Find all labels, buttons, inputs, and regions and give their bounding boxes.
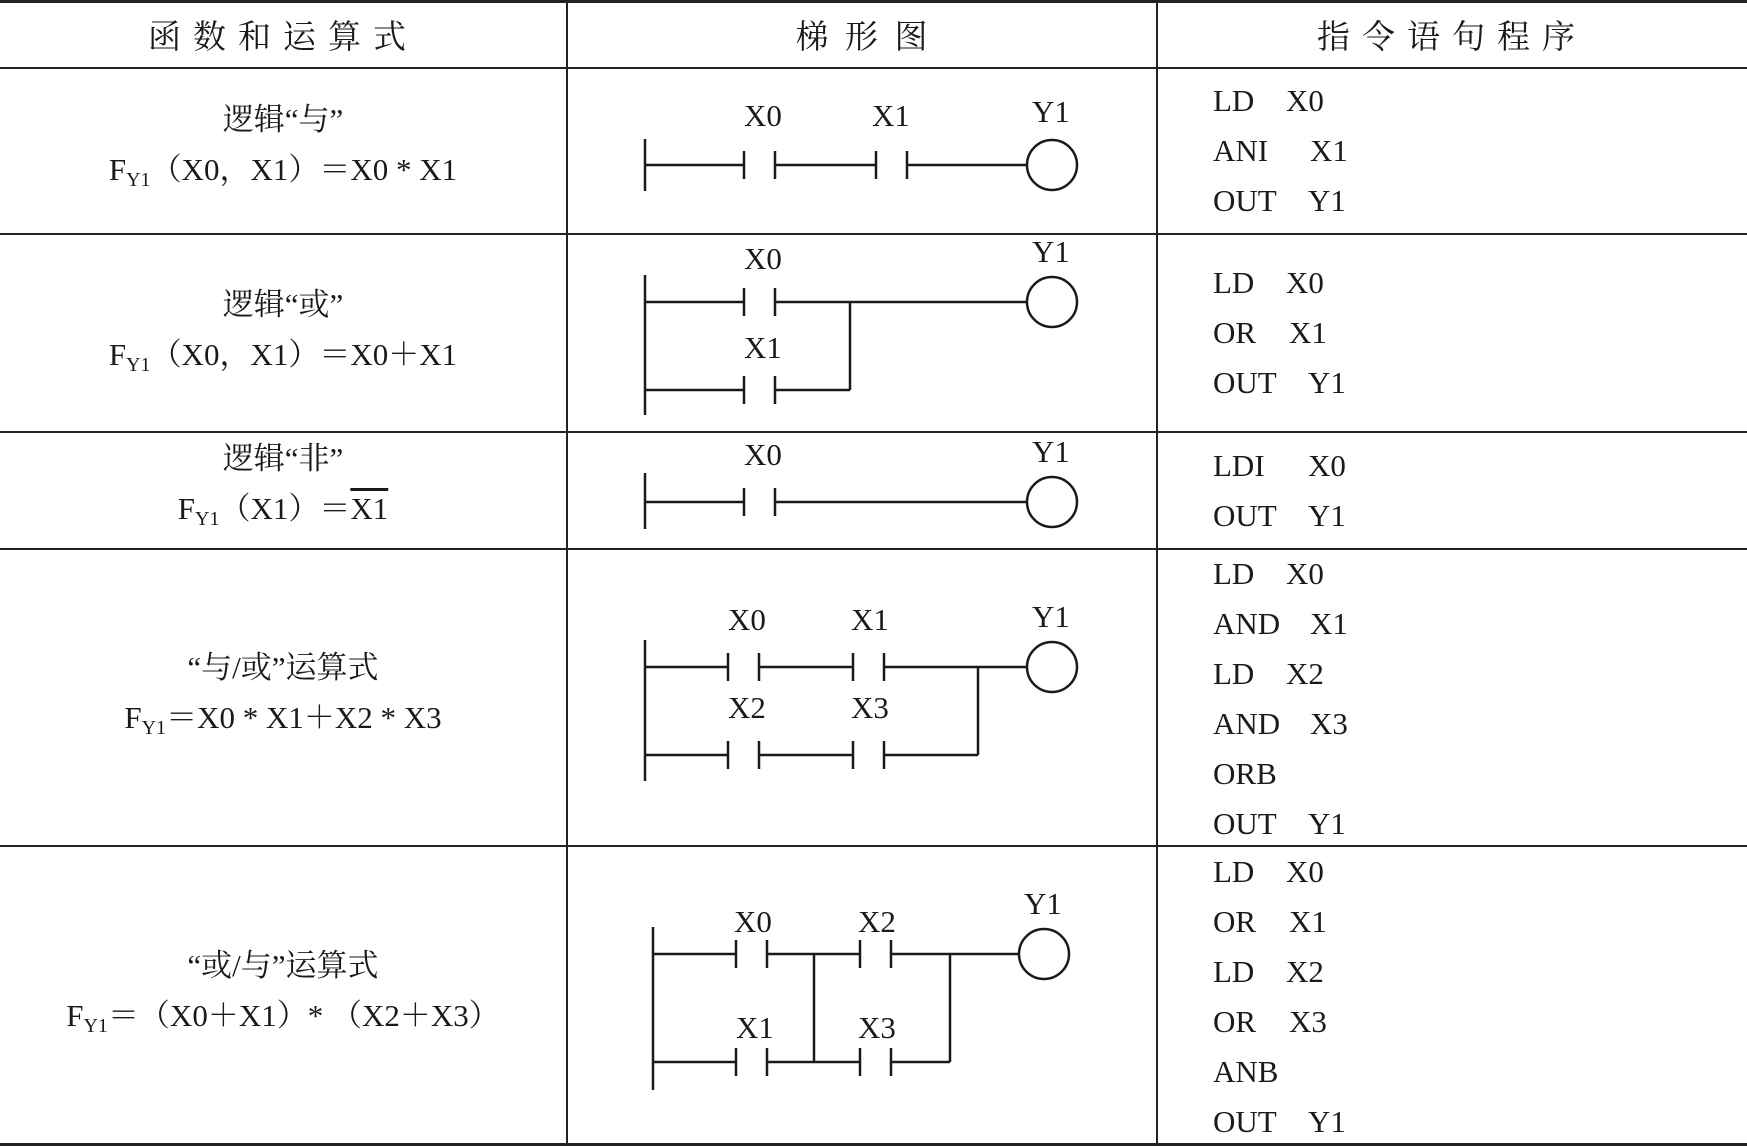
row-and-instructions — [1213, 76, 1348, 226]
expression-name: 逻辑“或” — [222, 287, 344, 322]
instruction-line: OUT Y1 — [1213, 806, 1346, 841]
ladder-diagram-or — [566, 235, 1156, 431]
row-and-or-expression — [0, 643, 566, 753]
contact-label: X1 — [736, 1010, 774, 1045]
contact-label: X3 — [851, 690, 889, 725]
instruction-line: LD X0 — [1213, 556, 1324, 591]
instruction-line: OUT Y1 — [1213, 183, 1346, 218]
row-or-instructions — [1213, 258, 1346, 408]
instruction-line: LDI X0 — [1213, 448, 1346, 483]
coil-y1-icon — [1027, 140, 1077, 190]
instruction-line: LD X0 — [1213, 265, 1324, 300]
instruction-line: LD X0 — [1213, 83, 1324, 118]
expression-name: “与/或”运算式 — [187, 650, 379, 685]
instruction-line: OUT Y1 — [1213, 365, 1346, 400]
expression-name: 逻辑“与” — [222, 102, 344, 137]
coil-y1-icon — [1027, 477, 1077, 527]
row-and-expression — [0, 95, 566, 205]
contact-label: X1 — [744, 330, 782, 365]
contact-label: X1 — [851, 602, 889, 637]
table-bottom-border — [0, 1143, 1747, 1146]
instruction-line: ANB — [1213, 1054, 1279, 1089]
ladder-diagram-or-and — [566, 847, 1156, 1143]
coil-label: Y1 — [1032, 234, 1070, 269]
contact-label: X1 — [872, 98, 910, 133]
coil-label: Y1 — [1032, 599, 1070, 634]
ladder-diagram-not — [566, 433, 1156, 548]
contact-label: X0 — [744, 241, 782, 276]
contact-label: X0 — [744, 437, 782, 472]
header-instructions: 指令语句程序 — [1317, 19, 1587, 56]
instruction-line: OR X3 — [1213, 1004, 1327, 1039]
coil-label: Y1 — [1032, 434, 1070, 469]
expression-formula: $F_{Y1}(X1)=X1$ — [177, 491, 389, 530]
expression-formula: $F_{Y1}=(X0+X1)*$ （X2＋X3） — [66, 998, 500, 1037]
contact-label: X0 — [744, 98, 782, 133]
row-and-or-instructions — [1213, 549, 1348, 849]
contact-label: X3 — [858, 1010, 896, 1045]
contact-label: X2 — [728, 690, 766, 725]
header-ladder-diagram: 梯 形 图 — [795, 19, 928, 56]
expression-formula: $F_{Y1}=X0 * X1+X2 * X3$ — [124, 700, 442, 739]
instruction-line: ANI X1 — [1213, 133, 1348, 168]
expression-formula: $F_{Y1}(X0$，X1）＝X0＋X1 — [108, 337, 458, 376]
coil-y1-icon — [1027, 642, 1077, 692]
row-or-and-instructions — [1213, 847, 1346, 1147]
instruction-line: OR X1 — [1213, 315, 1327, 350]
contact-label: X0 — [728, 602, 766, 637]
ladder-diagram-and-or — [566, 550, 1156, 845]
instruction-line: LD X2 — [1213, 656, 1324, 691]
instruction-line: OR X1 — [1213, 904, 1327, 939]
coil-label: Y1 — [1024, 886, 1062, 921]
coil-label: Y1 — [1032, 94, 1070, 129]
instruction-line: AND X3 — [1213, 706, 1348, 741]
contact-label: X2 — [858, 904, 896, 939]
contact-label: X0 — [734, 904, 772, 939]
instruction-line: AND X1 — [1213, 606, 1348, 641]
expression-name: 逻辑“非” — [222, 441, 344, 476]
expression-name: “或/与”运算式 — [187, 948, 379, 983]
instruction-line: OUT Y1 — [1213, 1104, 1346, 1139]
row-or-and-expression — [0, 941, 566, 1051]
row-or-expression — [0, 280, 566, 390]
instruction-line: LD X0 — [1213, 854, 1324, 889]
row-not-instructions — [1213, 441, 1346, 541]
header-functions: 函数和运算式 — [148, 19, 418, 56]
coil-y1-icon — [1019, 929, 1069, 979]
instruction-line: ORB — [1213, 756, 1277, 791]
instruction-line: LD X2 — [1213, 954, 1324, 989]
ladder-diagram-and — [566, 69, 1156, 233]
expression-formula: $F_{Y1}(X0$，X1）＝X0 * X1 — [108, 152, 458, 191]
row-not-expression — [0, 434, 566, 544]
coil-y1-icon — [1027, 277, 1077, 327]
column-divider — [1156, 0, 1158, 1146]
instruction-line: OUT Y1 — [1213, 498, 1346, 533]
